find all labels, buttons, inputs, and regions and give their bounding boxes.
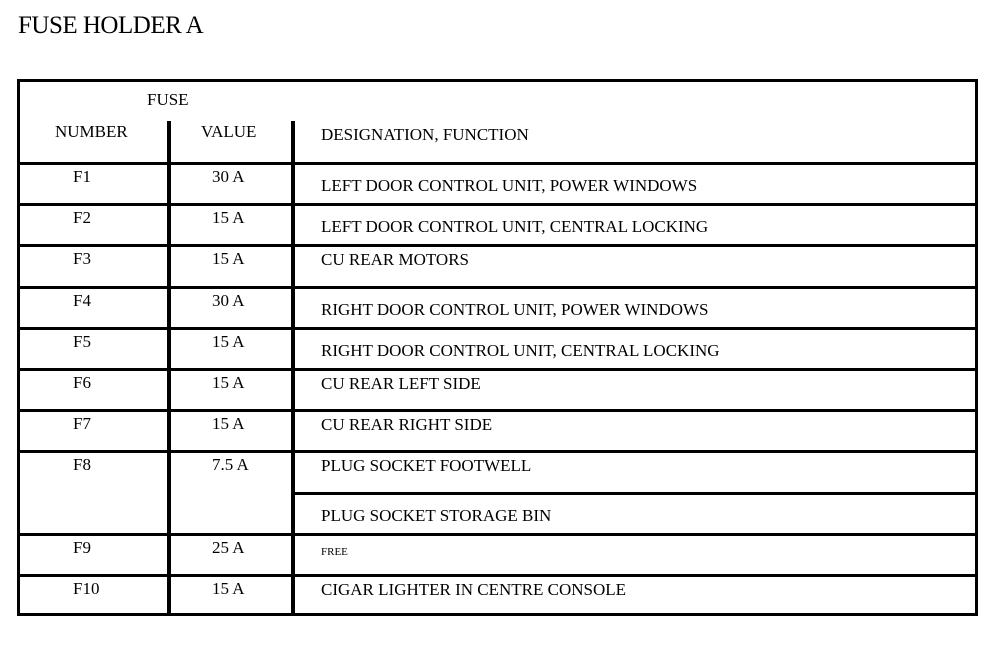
fuse-value: 15 A bbox=[212, 579, 245, 598]
row-separator bbox=[17, 450, 978, 453]
row-separator bbox=[17, 574, 978, 577]
fuse-designation: PLUG SOCKET STORAGE BIN bbox=[321, 505, 552, 525]
page-title: FUSE HOLDER A bbox=[18, 12, 204, 39]
fuse-value: 7.5 A bbox=[212, 455, 249, 475]
fuse-number: F5 bbox=[73, 331, 91, 351]
fuse-value: 15 A bbox=[212, 331, 245, 351]
fuse-number: F7 bbox=[73, 414, 91, 434]
row-separator bbox=[17, 409, 978, 412]
fuse-designation: RIGHT DOOR CONTROL UNIT, POWER WINDOWS bbox=[321, 299, 709, 319]
row-separator bbox=[17, 368, 978, 371]
row-separator bbox=[17, 203, 978, 206]
sub-row-separator bbox=[293, 492, 978, 495]
fuse-number: F4 bbox=[73, 290, 91, 310]
fuse-value: 30 A bbox=[212, 167, 245, 186]
fuse-value: 15 A bbox=[212, 208, 245, 228]
fuse-number: F9 bbox=[73, 537, 91, 557]
fuse-designation: CU REAR RIGHT SIDE bbox=[321, 415, 493, 435]
fuse-designation: CU REAR LEFT SIDE bbox=[321, 374, 481, 393]
header-separator bbox=[17, 162, 978, 165]
fuse-designation: LEFT DOOR CONTROL UNIT, CENTRAL LOCKING bbox=[321, 217, 709, 237]
header-designation: DESIGNATION, FUNCTION bbox=[321, 125, 529, 144]
fuse-designation: CIGAR LIGHTER IN CENTRE CONSOLE bbox=[321, 580, 627, 599]
row-separator bbox=[17, 286, 978, 289]
fuse-designation: PLUG SOCKET FOOTWELL bbox=[321, 456, 532, 476]
fuse-value: 15 A bbox=[212, 373, 245, 392]
header-value: VALUE bbox=[201, 122, 257, 141]
fuse-designation: CU REAR MOTORS bbox=[321, 250, 469, 270]
fuse-value: 15 A bbox=[212, 249, 245, 269]
fuse-value: 15 A bbox=[212, 414, 245, 434]
row-separator bbox=[17, 327, 978, 330]
header-number: NUMBER bbox=[55, 122, 128, 141]
fuse-number: F8 bbox=[73, 455, 91, 475]
fuse-number: F2 bbox=[73, 208, 91, 228]
fuse-number: F6 bbox=[73, 373, 91, 392]
row-separator bbox=[17, 533, 978, 536]
fuse-designation: RIGHT DOOR CONTROL UNIT, CENTRAL LOCKING bbox=[321, 340, 720, 360]
fuse-number: F1 bbox=[73, 167, 91, 186]
fuse-designation: LEFT DOOR CONTROL UNIT, POWER WINDOWS bbox=[321, 176, 698, 195]
fuse-value: 30 A bbox=[212, 290, 245, 310]
fuse-designation: FREE bbox=[321, 545, 348, 558]
fuse-value: 25 A bbox=[212, 537, 245, 557]
row-separator bbox=[17, 244, 978, 247]
fuse-number: F10 bbox=[73, 579, 100, 598]
header-fuse: FUSE bbox=[147, 90, 189, 109]
fuse-number: F3 bbox=[73, 249, 91, 269]
